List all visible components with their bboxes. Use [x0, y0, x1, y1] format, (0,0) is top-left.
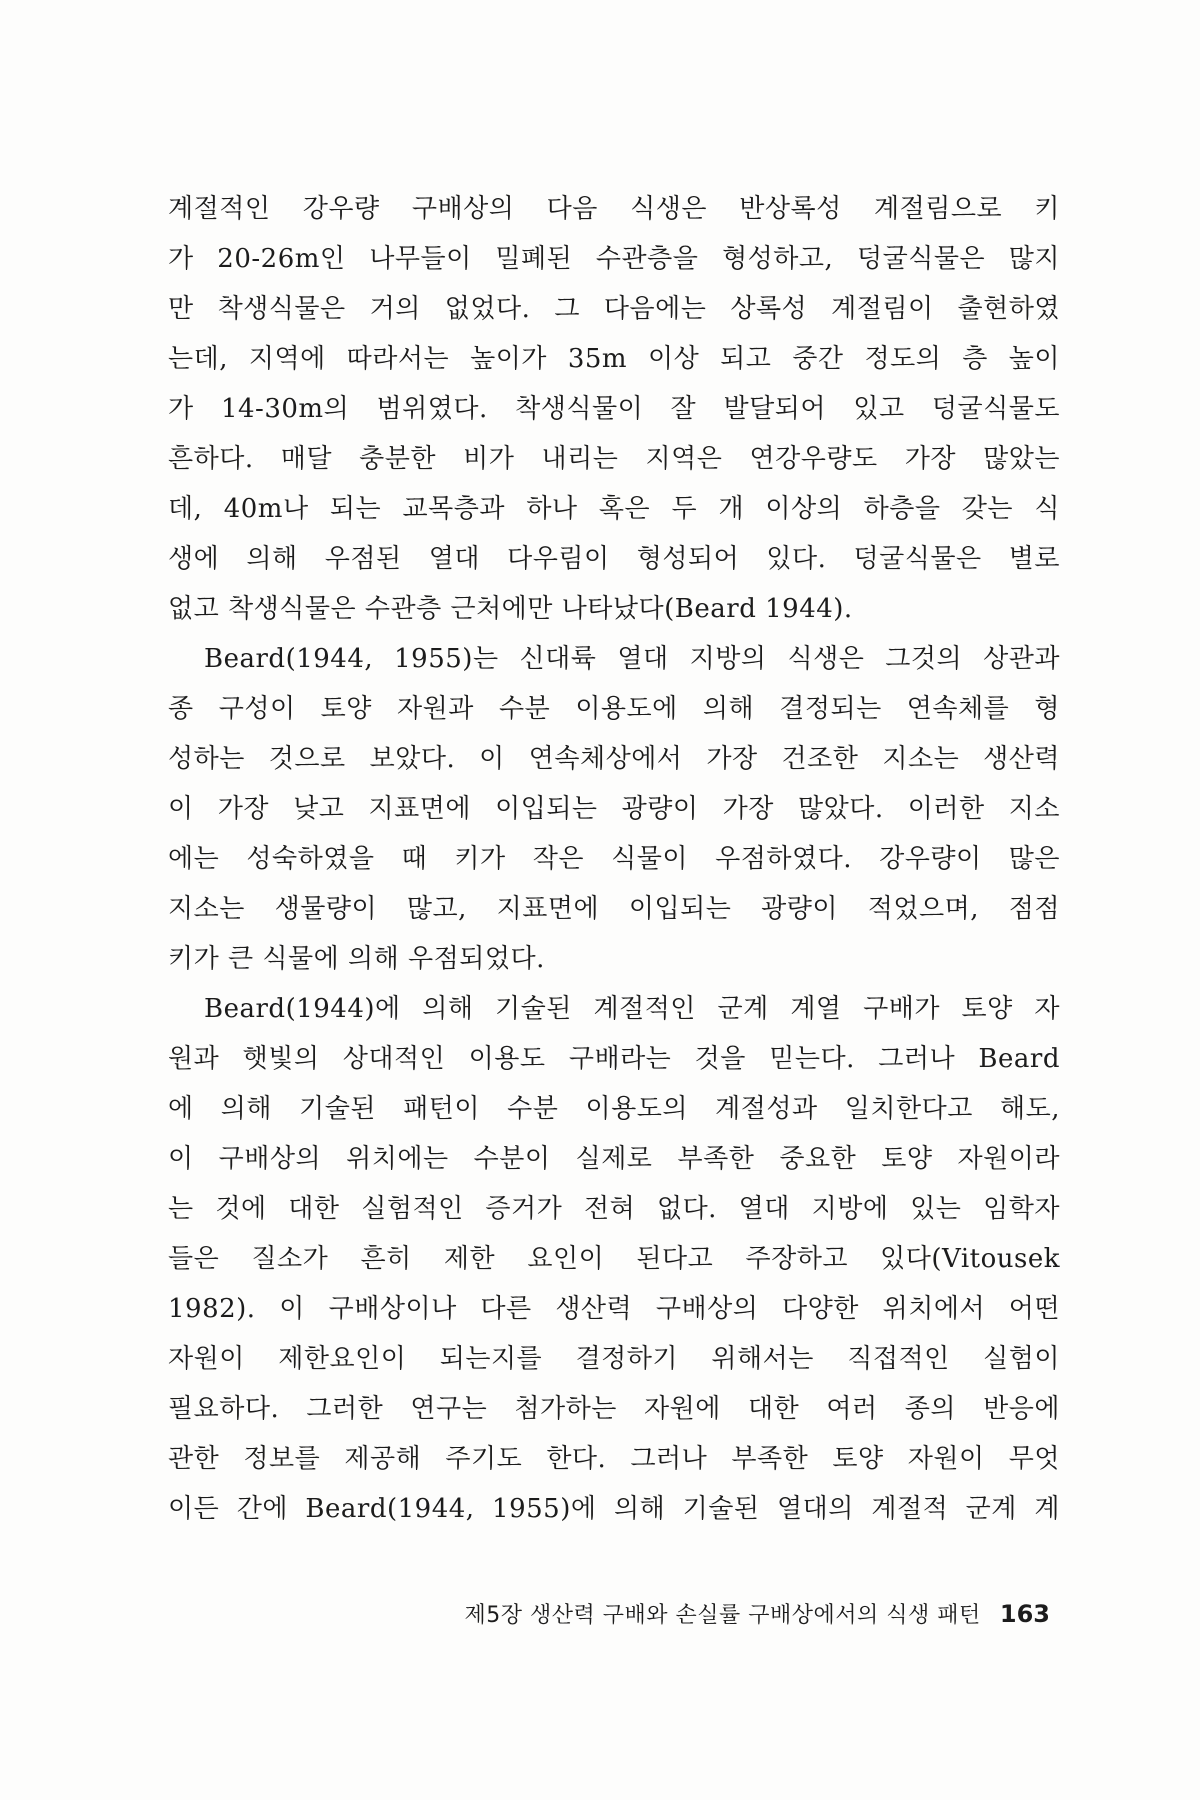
text-line: 필요하다. 그러한 연구는 첨가하는 자원에 대한 여러 종의 반응에: [168, 1394, 1060, 1424]
text-line: 키가 큰 식물에 의해 우점되었다.: [168, 944, 545, 974]
page-number: 163: [999, 1600, 1050, 1628]
text-line: 종 구성이 토양 자원과 수분 이용도에 의해 결정되는 연속체를 형: [168, 694, 1060, 724]
text-line: 이 가장 낮고 지표면에 이입되는 광량이 가장 많았다. 이러한 지소: [168, 794, 1060, 824]
text-line: 는데, 지역에 따라서는 높이가 35m 이상 되고 중간 정도의 층 높이: [168, 344, 1060, 374]
text-line: 에 의해 기술된 패턴이 수분 이용도의 계절성과 일치한다고 해도,: [168, 1094, 1060, 1124]
page-footer: [465, 1594, 1050, 1634]
text-line: 가 14-30m의 범위였다. 착생식물이 잘 발달되어 있고 덩굴식물도: [168, 394, 1060, 424]
text-line: 는 것에 대한 실험적인 증거가 전혀 없다. 열대 지방에 있는 임학자: [168, 1194, 1060, 1224]
text-line: 원과 햇빛의 상대적인 이용도 구배라는 것을 믿는다. 그러나 Beard: [168, 1044, 1060, 1074]
text-line: 자원이 제한요인이 되는지를 결정하기 위해서는 직접적인 실험이: [168, 1344, 1060, 1374]
text-line: 에는 성숙하였을 때 키가 작은 식물이 우점하였다. 강우량이 많은: [168, 844, 1060, 874]
text-line: Beard(1944)에 의해 기술된 계절적인 군계 계열 구배가 토양 자: [204, 994, 1060, 1024]
text-line: 없고 착생식물은 수관층 근처에만 나타났다(Beard 1944).: [168, 594, 853, 624]
text-line: 1982). 이 구배상이나 다른 생산력 구배상의 다양한 위치에서 어떤: [168, 1294, 1060, 1324]
text-line: 가 20-26m인 나무들이 밀폐된 수관층을 형성하고, 덩굴식물은 많지: [168, 244, 1060, 274]
running-chapter-title: 제5장 생산력 구배와 손실률 구배상에서의 식생 패턴: [464, 1603, 981, 1628]
text-line: 계절적인 강우량 구배상의 다음 식생은 반상록성 계절림으로 키: [168, 194, 1060, 224]
text-line: 이 구배상의 위치에는 수분이 실제로 부족한 중요한 토양 자원이라: [168, 1144, 1060, 1174]
text-line: 이든 간에 Beard(1944, 1955)에 의해 기술된 열대의 계절적 군계 계: [168, 1494, 1060, 1524]
text-line: 생에 의해 우점된 열대 다우림이 형성되어 있다. 덩굴식물은 별로: [168, 544, 1060, 574]
text-line: 관한 정보를 제공해 주기도 한다. 그러나 부족한 토양 자원이 무엇: [168, 1444, 1060, 1474]
text-line: Beard(1944, 1955)는 신대륙 열대 지방의 식생은 그것의 상관과: [204, 644, 1060, 674]
text-line: 들은 질소가 흔히 제한 요인이 된다고 주장하고 있다(Vitousek: [168, 1244, 1060, 1274]
text-line: 지소는 생물량이 많고, 지표면에 이입되는 광량이 적었으며, 점점: [168, 894, 1060, 924]
text-line: 흔하다. 매달 충분한 비가 내리는 지역은 연강우량도 가장 많았는: [168, 444, 1060, 474]
text-line: 데, 40m나 되는 교목층과 하나 혹은 두 개 이상의 하층을 갖는 식: [168, 494, 1060, 524]
text-line: 성하는 것으로 보았다. 이 연속체상에서 가장 건조한 지소는 생산력: [168, 744, 1060, 774]
text-line: 만 착생식물은 거의 없었다. 그 다음에는 상록성 계절림이 출현하였: [168, 294, 1060, 324]
body-text: [168, 184, 1060, 1534]
